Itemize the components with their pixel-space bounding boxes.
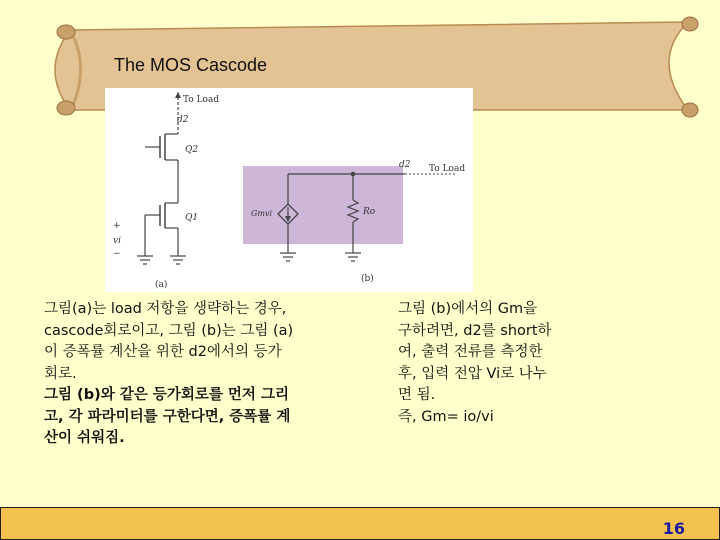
q2-label: Q2 bbox=[185, 145, 199, 155]
gm-label: Gmvi bbox=[251, 209, 273, 218]
cascode-figure bbox=[105, 88, 473, 292]
page-number: 16 bbox=[662, 519, 685, 538]
figure-b-label: (b) bbox=[361, 274, 374, 284]
right-line-2: 구하려면, d2를 short하 bbox=[398, 322, 552, 339]
right-line-6: 즉, Gm= io/vi bbox=[398, 408, 494, 425]
right-explanation bbox=[398, 299, 598, 428]
left-line-2: cascode회로이고, 그림 (b)는 그림 (a) bbox=[44, 322, 294, 339]
right-line-5: 면 됨. bbox=[398, 387, 436, 403]
footer-bar bbox=[0, 507, 720, 540]
left-line-3: 이 증폭률 계산을 위한 d2에서의 등가 bbox=[44, 344, 282, 360]
vi-label: vi bbox=[113, 236, 121, 246]
left-line-6: 고, 각 파라미터를 구한다면, 증폭률 계 bbox=[44, 408, 291, 425]
minus-label: − bbox=[113, 249, 121, 259]
equivalent-circuit-box bbox=[243, 166, 403, 244]
left-line-5: 그림 (b)와 같은 등가회로를 먼저 그리 bbox=[44, 387, 289, 403]
figure-a-label: (a) bbox=[155, 280, 168, 290]
left-line-4: 회로. bbox=[44, 365, 77, 382]
to-load-label-a: To Load bbox=[183, 95, 220, 105]
right-line-4: 후, 입력 전압 Vi로 나누 bbox=[398, 365, 547, 382]
left-explanation bbox=[44, 299, 374, 450]
to-load-label-b: To Load bbox=[429, 164, 466, 174]
plus-label: + bbox=[113, 221, 121, 231]
right-line-3: 여, 출력 전류를 측정한 bbox=[398, 344, 543, 360]
q1-label: Q1 bbox=[185, 213, 199, 223]
right-line-1: 그림 (b)에서의 Gm을 bbox=[398, 301, 538, 317]
ro-label: Ro bbox=[363, 207, 376, 217]
circuit-diagram bbox=[105, 88, 473, 292]
left-line-7: 산이 쉬워짐. bbox=[44, 430, 125, 446]
d2-label-b: d2 bbox=[399, 160, 411, 170]
d2-label-a: d2 bbox=[177, 115, 189, 125]
slide-title: The MOS Cascode bbox=[114, 55, 268, 75]
left-line-1: 그림(a)는 load 저항을 생략하는 경우, bbox=[44, 301, 287, 317]
